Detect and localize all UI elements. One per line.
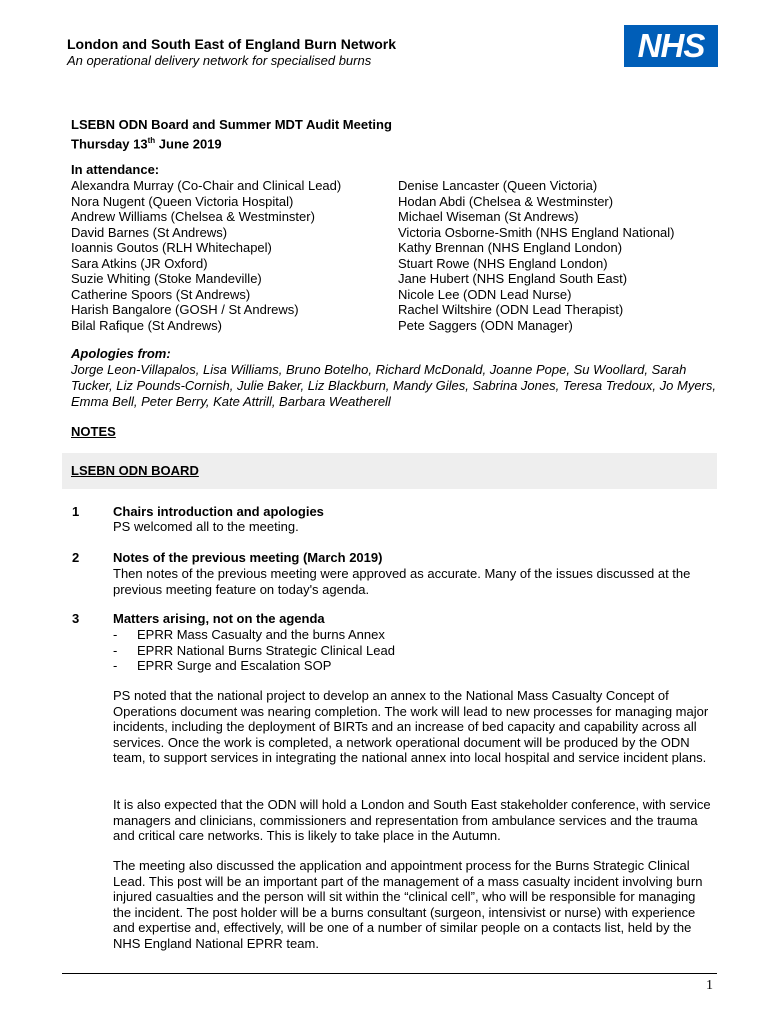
apologies-list: Jorge Leon-Villapalos, Lisa Williams, Bruno Botelho, Richard McDonald, Joanne Pope, Su Woollard, Sarah Tucker, Liz Pounds-Cornish, Julie Baker, Liz Blackburn, Mandy Giles, Sabrina Jones, Teresa Tredoux, Jo Myers, Emma Bell, Peter Berry, Kate Attrill, Barbara Weatherell (71, 362, 716, 409)
attendee: Stuart Rowe (NHS England London) (398, 255, 608, 271)
attendee: Nora Nugent (Queen Victoria Hospital) (71, 193, 294, 209)
list-item-text: EPRR National Burns Strategic Clinical Lead (137, 642, 395, 658)
meeting-date-ordinal: th (147, 136, 156, 145)
attendee: Alexandra Murray (Co-Chair and Clinical Lead) (71, 178, 342, 193)
meeting-date-day: Thursday 13 (71, 136, 148, 152)
meeting-date (71, 133, 222, 152)
page-number: 1 (706, 978, 713, 993)
attendee: Michael Wiseman (St Andrews) (398, 209, 579, 224)
attendee: Jane Hubert (NHS England South East) (398, 271, 628, 286)
item-body: PS welcomed all to the meeting. (113, 519, 299, 534)
attendee: Sara Atkins (JR Oxford) (71, 255, 208, 271)
list-item (113, 643, 395, 659)
item-number: 2 (72, 550, 80, 565)
list-item-text: EPRR Surge and Escalation SOP (137, 658, 332, 673)
board-section-heading: LSEBN ODN BOARD (71, 463, 199, 478)
bullet-dash: - (113, 642, 118, 658)
attendee: Hodan Abdi (Chelsea & Westminster) (398, 193, 614, 209)
attendee: Ioannis Goutos (RLH Whitechapel) (71, 240, 272, 255)
item-title: Chairs introduction and apologies (113, 504, 324, 519)
item-paragraph: It is also expected that the ODN will hold a London and South East stakeholder conference, with service managers and clinicians, commissioners and representation from ambulance services and the trauma and critical care networks. This is likely to take place in the Autumn. (113, 797, 711, 843)
attendance-list-right (398, 178, 675, 333)
list-item-text: EPRR Mass Casualty and the burns Annex (137, 627, 385, 642)
list-item (113, 627, 395, 643)
organisation-subtitle: An operational delivery network for specialised burns (67, 53, 372, 68)
meeting-title: LSEBN ODN Board and Summer MDT Audit Meeting (71, 117, 392, 132)
attendee: Kathy Brennan (NHS England London) (398, 240, 623, 255)
attendee: Victoria Osborne-Smith (NHS England National) (398, 224, 675, 240)
meeting-date-month-year: June 2019 (155, 136, 222, 152)
organisation-name: London and South East of England Burn Network (67, 36, 396, 52)
item-title: Matters arising, not on the agenda (113, 611, 325, 626)
item-number: 3 (72, 611, 80, 626)
item-paragraph: PS noted that the national project to develop an annex to the National Mass Casualty Concept of Operations document was nearing completion. The work will lead to new processes for managing major incidents, including the deployment of BIRTs and an increase of bed capacity and capability across all services. Once the work is completed, a network operational document will be produced by the ODN team, to support services in integrating the national annex into local hospital and service incident plans. (113, 688, 709, 765)
item-paragraph: The meeting also discussed the application and appointment process for the Burns Strategic Clinical Lead. This post will be an important part of the management of a mass casualty incident involving burn injured casualties and the person will sit within the “clinical cell”, who will be responsible for managing the incident. The post holder will be a burns consultant (surgeon, intensivist or nurse) with experience and expertise and, effectively, will be one of a number of similar people on a contacts list, held by the NHS England National EPRR team. (113, 858, 703, 951)
attendee: Andrew Williams (Chelsea & Westminster) (71, 209, 315, 224)
item-number: 1 (72, 504, 80, 519)
attendee: Bilal Rafique (St Andrews) (71, 317, 223, 333)
item-title: Notes of the previous meeting (March 2019) (113, 550, 383, 565)
attendee: Denise Lancaster (Queen Victoria) (398, 178, 598, 193)
apologies-heading: Apologies from: (71, 346, 171, 361)
attendee: Harish Bangalore (GOSH / St Andrews) (71, 302, 299, 317)
notes-heading: NOTES (71, 424, 116, 439)
bullet-dash: - (113, 627, 118, 642)
bullet-dash: - (113, 658, 118, 673)
attendance-heading: In attendance: (71, 162, 160, 177)
attendance-list-left (71, 178, 341, 333)
attendee: Suzie Whiting (Stoke Mandeville) (71, 271, 262, 286)
item-body: Then notes of the previous meeting were approved as accurate. Many of the issues discussed at the previous meeting feature on today's agenda. (113, 566, 691, 597)
attendee: Catherine Spoors (St Andrews) (71, 286, 251, 302)
attendee: David Barnes (St Andrews) (71, 224, 228, 240)
item-bullet-list (113, 627, 395, 674)
list-item (113, 658, 395, 674)
nhs-logo: NHS (624, 25, 718, 67)
footer-divider (62, 973, 717, 974)
attendee: Pete Saggers (ODN Manager) (398, 317, 573, 333)
attendee: Rachel Wiltshire (ODN Lead Therapist) (398, 302, 624, 317)
attendee: Nicole Lee (ODN Lead Nurse) (398, 286, 572, 302)
